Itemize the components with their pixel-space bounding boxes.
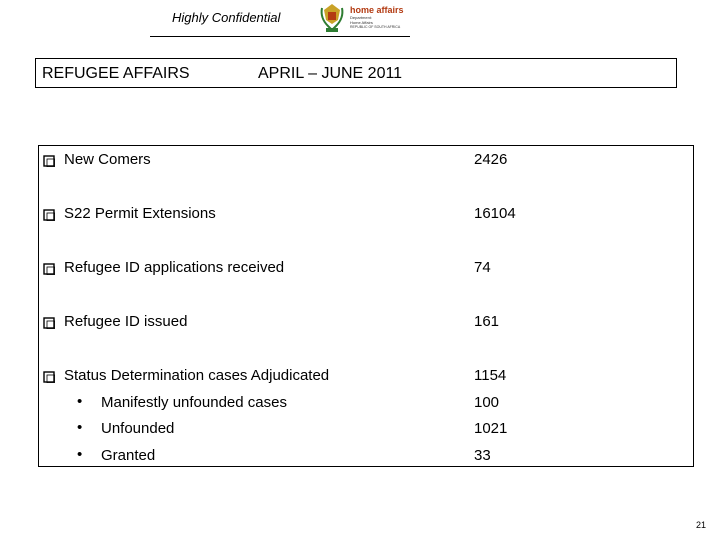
dot-bullet-icon: • bbox=[77, 393, 83, 410]
page-number: 21 bbox=[695, 520, 706, 530]
subitem-label: Unfounded bbox=[101, 420, 175, 437]
coat-of-arms-icon bbox=[318, 2, 346, 34]
item-value: 1154 bbox=[474, 367, 507, 384]
item-label: New Comers bbox=[64, 151, 151, 168]
item-value: 161 bbox=[474, 313, 500, 330]
checkbox-bullet-icon bbox=[43, 316, 55, 328]
logo-department: Department: bbox=[350, 15, 373, 20]
sub-list-item bbox=[39, 447, 693, 467]
list-item bbox=[39, 313, 693, 333]
checkbox-bullet-icon bbox=[43, 208, 55, 220]
item-label: Status Determination cases Adjudicated bbox=[64, 367, 330, 384]
item-value: 74 bbox=[474, 259, 491, 276]
list-item bbox=[39, 367, 693, 387]
item-value: 16104 bbox=[474, 205, 516, 222]
logo-department-name: Home Affairs bbox=[350, 20, 373, 25]
subitem-label: Manifestly unfounded cases bbox=[101, 394, 287, 411]
item-label: Refugee ID applications received bbox=[64, 259, 285, 276]
list-item bbox=[39, 151, 693, 171]
subitem-value: 33 bbox=[474, 447, 491, 464]
sub-list-item bbox=[39, 420, 693, 440]
dot-bullet-icon: • bbox=[77, 446, 83, 463]
content-box bbox=[38, 145, 694, 467]
sub-list-item bbox=[39, 394, 693, 414]
checkbox-bullet-icon bbox=[43, 262, 55, 274]
checkbox-bullet-icon bbox=[43, 370, 55, 382]
item-label: Refugee ID issued bbox=[64, 313, 188, 330]
header-rule bbox=[150, 36, 410, 37]
subitem-value: 100 bbox=[474, 394, 500, 411]
list-item bbox=[39, 205, 693, 225]
item-label: S22 Permit Extensions bbox=[64, 205, 216, 222]
period-title: APRIL – JUNE 2011 bbox=[258, 65, 403, 82]
checkbox-bullet-icon bbox=[43, 154, 55, 166]
section-title: REFUGEE AFFAIRS bbox=[42, 65, 190, 82]
logo-republic: REPUBLIC OF SOUTH AFRICA bbox=[350, 25, 401, 29]
item-value: 2426 bbox=[474, 151, 508, 168]
subitem-label: Granted bbox=[101, 447, 156, 464]
logo-brand: home affairs bbox=[350, 5, 404, 15]
title-box bbox=[35, 58, 677, 88]
confidential-label: Highly Confidential bbox=[172, 10, 281, 25]
department-logo bbox=[350, 6, 414, 34]
subitem-value: 1021 bbox=[474, 420, 508, 437]
list-item bbox=[39, 259, 693, 279]
dot-bullet-icon: • bbox=[77, 419, 83, 436]
